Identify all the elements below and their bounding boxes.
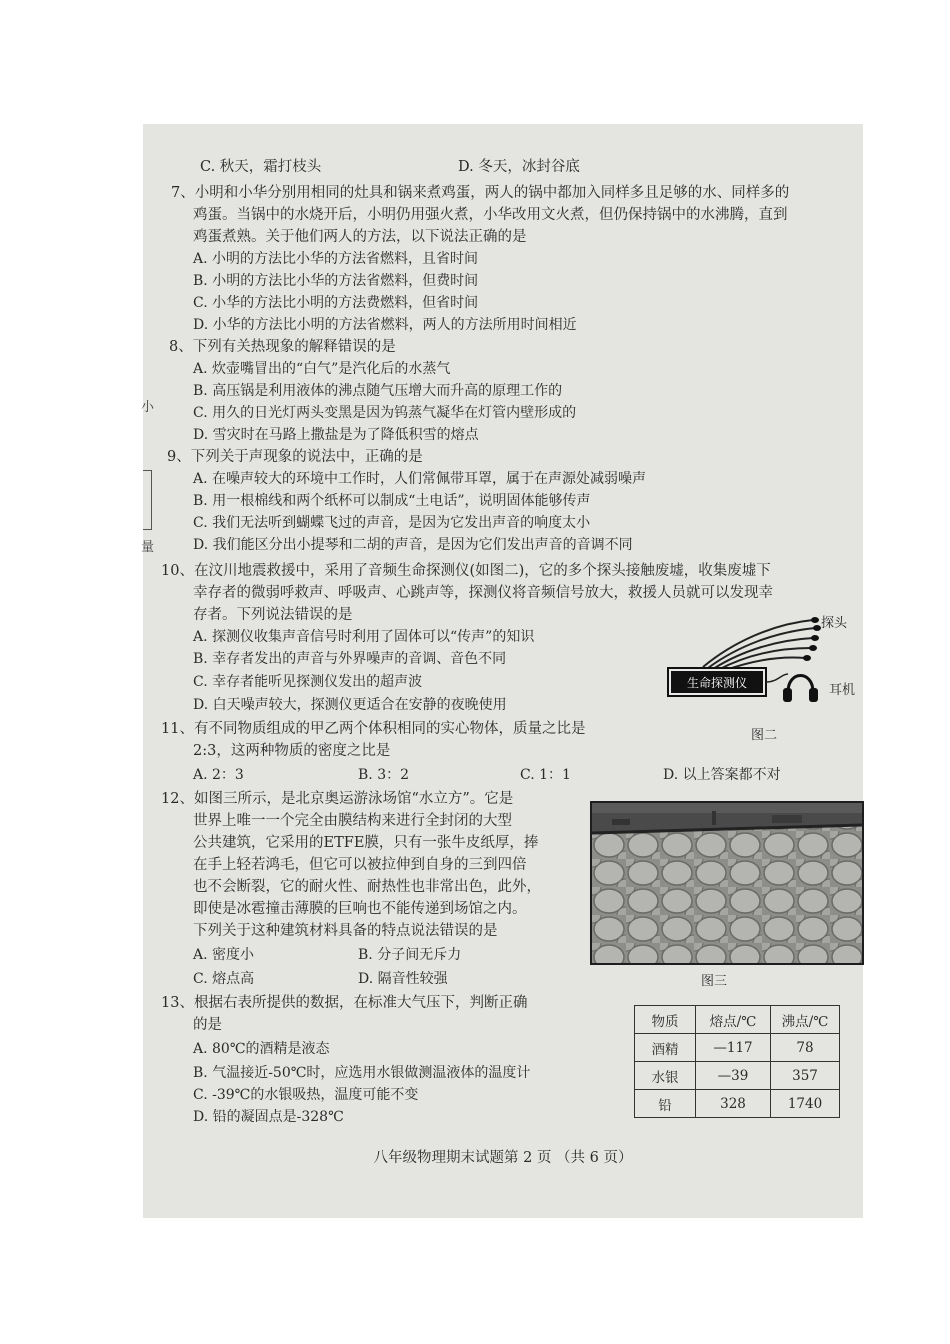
question-line: 7、小明和小华分别用相同的灶具和锅来煮鸡蛋，两人的锅中都加入同样多且足够的水、同样多的	[171, 185, 790, 201]
question-line: 幸存者的微弱呼救声、呼吸声、心跳声等，探测仪将音频信号放大，救援人员就可以发现幸	[193, 585, 773, 601]
page-footer: 八年级物理期末试题第 2 页 （共 6 页）	[373, 1150, 633, 1166]
substance-data-table	[634, 1005, 840, 1118]
earphone-label: 耳机	[829, 683, 856, 698]
table-row	[635, 1062, 840, 1090]
table-header: 物质	[635, 1006, 696, 1034]
answer-option: A. 在噪声较大的环境中工作时，人们常佩带耳罩，属于在声源处减弱噪声	[193, 471, 647, 487]
table-row	[635, 1090, 840, 1118]
table-cell: 酒精	[635, 1034, 696, 1062]
table-header-row	[635, 1006, 840, 1034]
answer-option: D. 以上答案都不对	[663, 767, 781, 783]
table-cell: 水银	[635, 1062, 696, 1090]
answer-option: C. 我们无法听到蝴蝶飞过的声音，是因为它发出声音的响度太小	[193, 515, 591, 531]
figure-3-caption: 图三	[701, 974, 728, 989]
question-line: 的是	[193, 1017, 222, 1033]
question-line: D. 冬天，冰封谷底	[458, 159, 580, 175]
answer-option: C. 熔点高	[193, 971, 255, 987]
question-line: 12、如图三所示，是北京奥运游泳场馆“水立方”。它是	[161, 791, 514, 807]
answer-option: B. 小明的方法比小华的方法省燃料，但费时间	[193, 273, 479, 289]
table-cell: —39	[696, 1062, 771, 1090]
table-header: 熔点/℃	[696, 1006, 771, 1034]
edge-mark: 小	[141, 400, 155, 415]
answer-option: C. -39℃的水银吸热，温度可能不变	[193, 1087, 419, 1103]
answer-option: D. 铅的凝固点是-328℃	[193, 1109, 344, 1125]
question-line: 公共建筑，它采用的ETFE膜，只有一张牛皮纸厚，捧	[193, 835, 539, 851]
table-cell: —117	[696, 1034, 771, 1062]
answer-option: B. 高压锅是利用液体的沸点随气压增大而升高的原理工作的	[193, 383, 563, 399]
answer-option: B. 3：2	[358, 767, 410, 783]
question-line: 11、有不同物质组成的甲乙两个体积相同的实心物体，质量之比是	[161, 721, 586, 737]
answer-option: D. 白天噪声较大，探测仪更适合在安静的夜晚使用	[193, 697, 507, 713]
answer-option: D. 隔音性较强	[358, 971, 448, 987]
answer-option: A. 80℃的酒精是液态	[193, 1041, 330, 1057]
question-line: 也不会断裂，它的耐火性、耐热性也非常出色，此外，	[193, 879, 541, 895]
answer-option: B. 用一根棉线和两个纸杯可以制成“土电话”，说明固体能够传声	[193, 493, 591, 509]
answer-option: C. 用久的日光灯两头变黑是因为钨蒸气凝华在灯管内壁形成的	[193, 405, 577, 421]
table-header: 沸点/℃	[771, 1006, 840, 1034]
question-line: 8、下列有关热现象的解释错误的是	[169, 339, 396, 355]
question-line: 在手上轻若鸿毛，但它可以被拉伸到自身的三到四倍	[193, 857, 527, 873]
table-cell: 1740	[771, 1090, 840, 1118]
question-line: 下列关于这种建筑材料具备的特点说法错误的是	[193, 923, 498, 939]
answer-option: A. 探测仪收集声音信号时利用了固体可以“传声”的知识	[193, 629, 535, 645]
question-line: 即使是冰雹撞击薄膜的巨响也不能传递到场馆之内。	[193, 901, 527, 917]
probe-label: 探头	[821, 616, 848, 631]
question-line: 存者。下列说法错误的是	[193, 607, 353, 623]
answer-option: B. 幸存者发出的声音与外界噪声的音调、音色不同	[193, 651, 507, 667]
table-cell: 铅	[635, 1090, 696, 1118]
headphones-icon	[788, 676, 813, 693]
question-line: 鸡蛋煮熟。关于他们两人的方法，以下说法正确的是	[193, 229, 527, 245]
question-line: 10、在汶川地震救援中，采用了音频生命探测仪(如图二)，它的多个探头接触废墟，收集废墟下	[161, 563, 771, 579]
figure-2-caption: 图二	[751, 728, 778, 743]
question-line: 13、根据右表所提供的数据，在标准大气压下，判断正确	[161, 995, 528, 1011]
question-line: 世界上唯一一个完全由膜结构来进行全封闭的大型	[193, 813, 512, 829]
table-row	[635, 1034, 840, 1062]
table-cell: 357	[771, 1062, 840, 1090]
table-cell: 328	[696, 1090, 771, 1118]
answer-option: A. 2：3	[193, 767, 244, 783]
answer-option: C. 幸存者能听见探测仪发出的超声波	[193, 674, 423, 690]
table-cell: 78	[771, 1034, 840, 1062]
answer-option: A. 炊壶嘴冒出的“白气”是汽化后的水蒸气	[193, 361, 451, 377]
answer-option: C. 小华的方法比小明的方法费燃料，但省时间	[193, 295, 479, 311]
question-line: 鸡蛋。当锅中的水烧开后，小明仍用强火煮，小华改用文火煮，但仍保持锅中的水沸腾，直到	[193, 207, 788, 223]
edge-mark: 量	[141, 540, 155, 555]
question-line: 2:3，这两种物质的密度之比是	[193, 743, 391, 759]
answer-option: D. 雪灾时在马路上撒盐是为了降低积雪的熔点	[193, 427, 479, 443]
answer-option: A. 密度小	[193, 947, 255, 963]
detector-label: 生命探测仪	[686, 676, 748, 690]
answer-option: B. 分子间无斥力	[358, 947, 462, 963]
answer-option: C. 1：1	[520, 767, 571, 783]
answer-option: D. 小华的方法比小明的方法省燃料，两人的方法所用时间相近	[193, 317, 577, 333]
question-line: 9、下列关于声现象的说法中，正确的是	[167, 449, 423, 465]
exam-page	[143, 124, 863, 1218]
water-cube-photo	[590, 801, 864, 965]
answer-option: A. 小明的方法比小华的方法省燃料，且省时间	[193, 251, 479, 267]
question-line: C. 秋天，霜打枝头	[200, 159, 322, 175]
answer-option: B. 气温接近-50℃时，应选用水银做测温液体的温度计	[193, 1065, 531, 1081]
answer-option: D. 我们能区分出小提琴和二胡的声音，是因为它们发出声音的音调不同	[193, 537, 633, 553]
binding-edge-box	[143, 470, 152, 530]
